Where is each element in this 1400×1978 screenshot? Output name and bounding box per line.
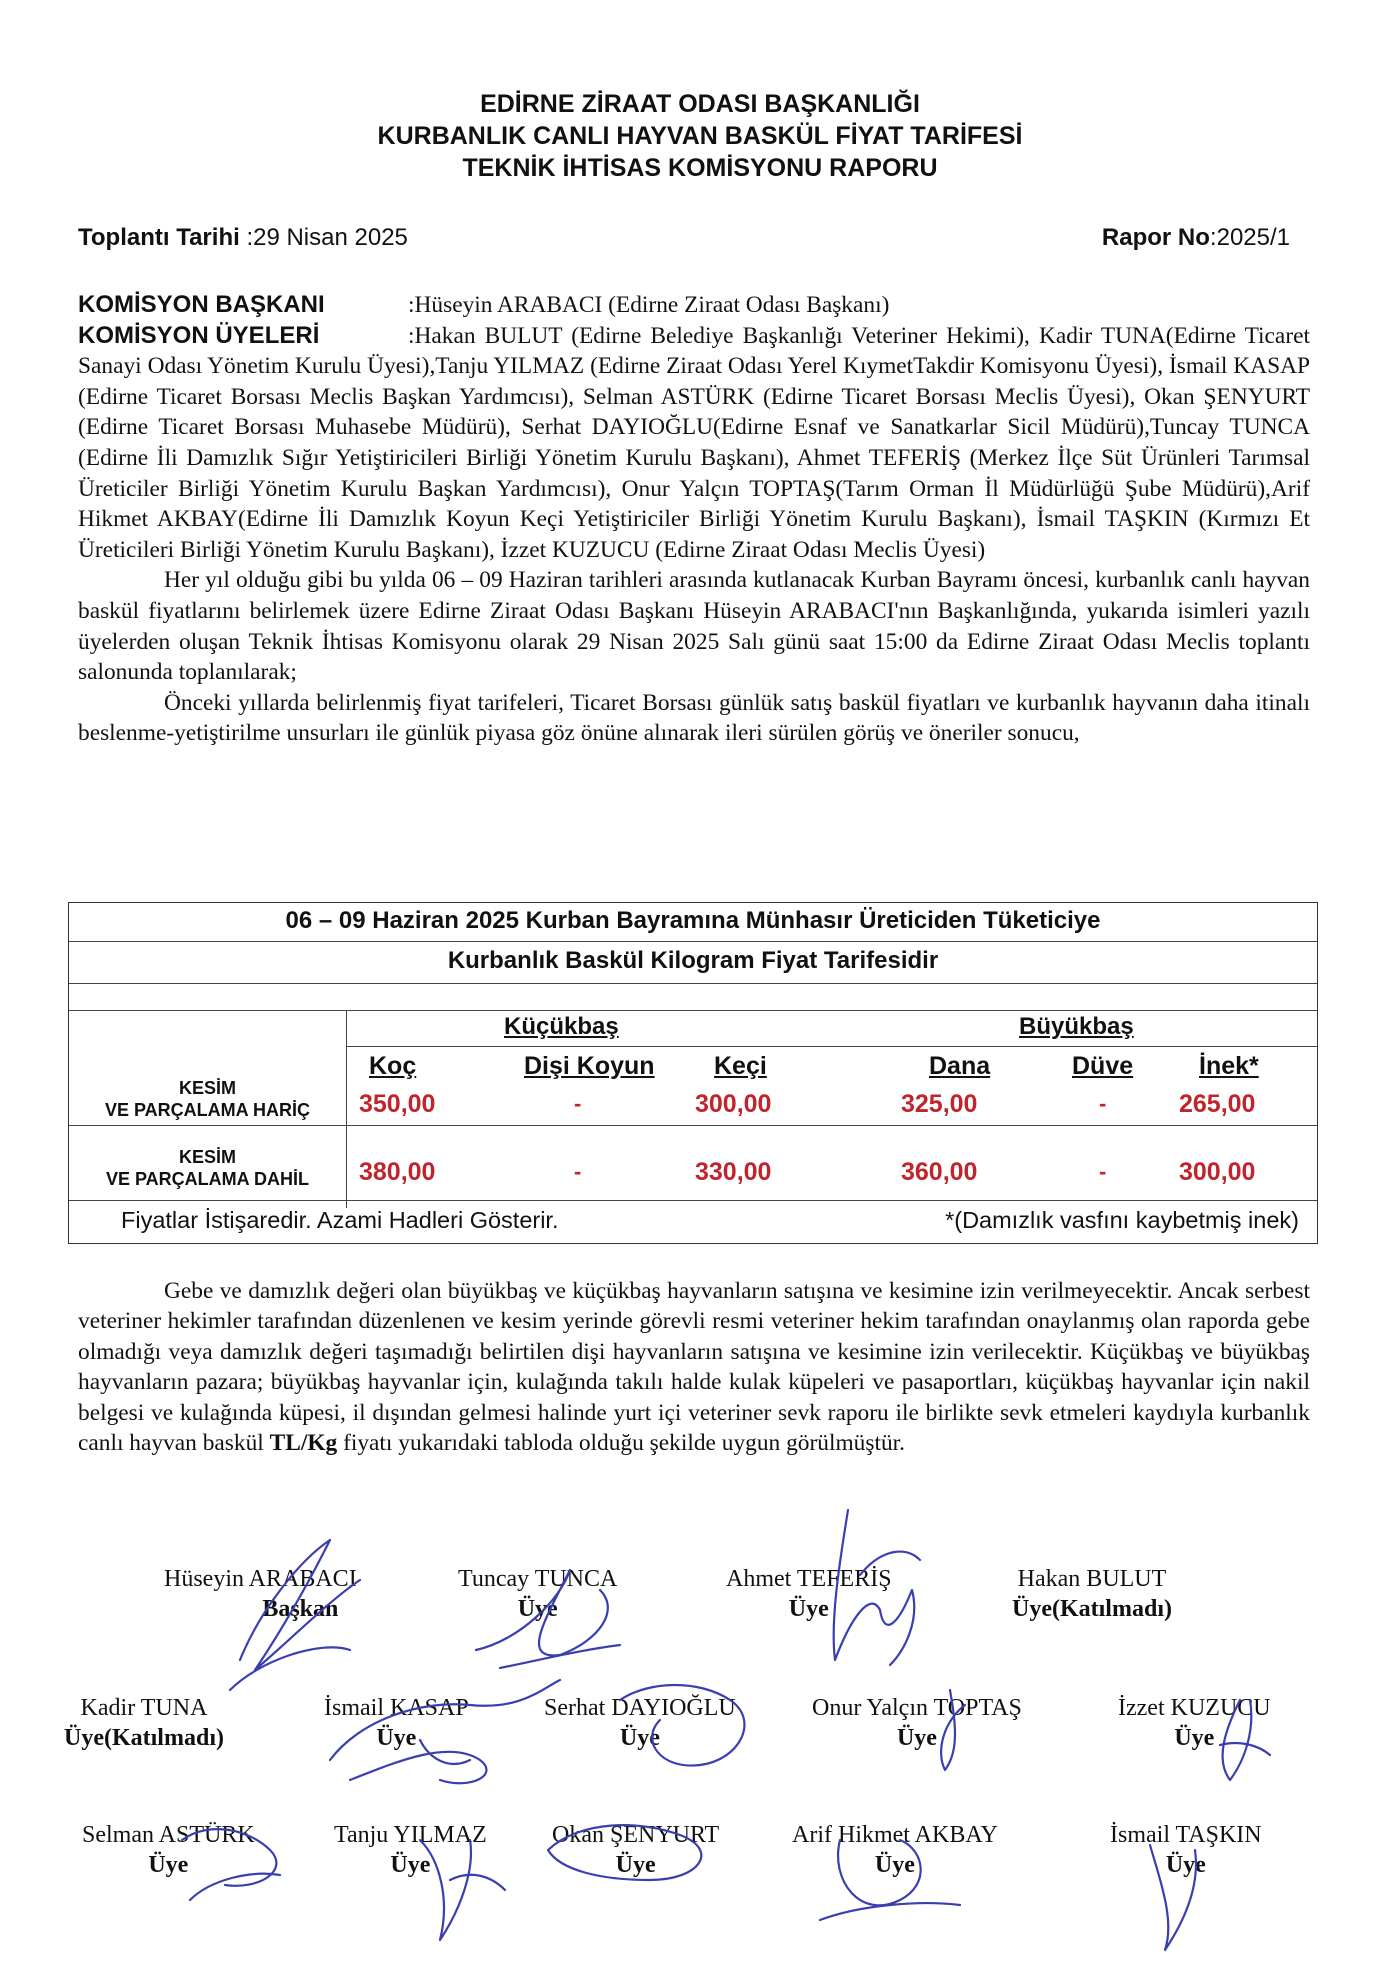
signature-block [726, 1566, 892, 1623]
signer-role: Üye(Katılmadı) [64, 1725, 224, 1751]
signer-role: Üye(Katılmadı) [1012, 1596, 1172, 1622]
committee-members [78, 321, 1310, 566]
column-koc: Koç [369, 1052, 417, 1080]
signer-name: İsmail TAŞKIN [1110, 1822, 1262, 1848]
row-label-line: KESİM [178, 1078, 236, 1098]
report-number-label: Rapor No [1101, 224, 1210, 251]
document-header [0, 88, 1400, 184]
signer-name: Selman ASTÜRK [82, 1822, 255, 1848]
signature-block [792, 1822, 998, 1879]
signer-name: Ahmet TEFERİŞ [726, 1566, 892, 1592]
signer-role: Üye [148, 1852, 189, 1878]
table-title-2: Kurbanlık Baskül Kilogram Fiyat Tarifesidir [447, 947, 939, 974]
table-divider [69, 983, 1317, 984]
column-disi-koyun: Dişi Koyun [524, 1052, 655, 1080]
table-divider [69, 1010, 1317, 1011]
signer-role: Üye [1165, 1852, 1206, 1878]
signer-role: Üye [615, 1852, 656, 1878]
signer-name: İzzet KUZUCU [1118, 1695, 1271, 1721]
signer-name: Kadir TUNA [80, 1695, 208, 1721]
row-label-line: KESİM [178, 1147, 236, 1167]
row-label-dahil [69, 1146, 346, 1190]
price-haric-inek: 265,00 [1179, 1090, 1256, 1118]
notice-unit: TL/Kg [269, 1430, 338, 1457]
signer-name: Serhat DAYIOĞLU [544, 1695, 736, 1721]
signature-block [1012, 1566, 1172, 1623]
body-paragraph-2: Önceki yıllarda belirlenmiş fiyat tarifeleri, Ticaret Borsası günlük satış baskül fiyatları ve kurbanlık hayvanın daha itinalı beslenme-yetiştirilme unsurları ile günlük piyasa göz önüne alınarak ileri sürülen görüş ve öneriler sonucu, [78, 689, 1310, 747]
signer-name: İsmail KASAP [324, 1695, 469, 1721]
table-title-1: 06 – 09 Haziran 2025 Kurban Bayramına Münhasır Üreticiden Tüketiciye [285, 907, 1101, 934]
price-dahil-disi-koyun: - [574, 1159, 582, 1184]
signer-role: Üye [517, 1596, 558, 1622]
table-divider [69, 1125, 1317, 1126]
signer-role: Üye [390, 1852, 431, 1878]
signature-block [334, 1822, 487, 1879]
notice-text-2: fiyatı yukarıdaki tabloda olduğu şekilde uygun görülmüştür. [337, 1430, 906, 1457]
notice-paragraph [78, 1276, 1310, 1458]
signer-name: Tanju YILMAZ [334, 1822, 487, 1848]
table-footnote-left: Fiyatlar İstişaredir. Azami Hadleri Gösterir. [121, 1207, 559, 1233]
meeting-date-label: Toplantı Tarihi [78, 224, 240, 251]
price-haric-keci: 300,00 [695, 1090, 772, 1118]
meeting-date [78, 224, 408, 252]
row-label-haric [69, 1077, 346, 1121]
signature-block [64, 1695, 224, 1752]
committee-chair [78, 290, 1310, 321]
signature-block [552, 1822, 719, 1879]
price-dahil-inek: 300,00 [1179, 1158, 1256, 1186]
header-line-1: EDİRNE ZİRAAT ODASI BAŞKANLIĞI [480, 90, 920, 118]
signer-name: Hüseyin ARABACI [164, 1566, 357, 1592]
signature-block [164, 1566, 357, 1623]
signer-role: Üye [1174, 1725, 1215, 1751]
column-dana: Dana [929, 1052, 991, 1080]
signature-block [544, 1695, 736, 1752]
meeting-date-value: :29 Nisan 2025 [246, 224, 408, 251]
signature-block [324, 1695, 469, 1752]
chair-value: :Hüseyin ARABACI (Edirne Ziraat Odası Başkanı) [408, 292, 890, 318]
group-buyukbas: Büyükbaş [1019, 1013, 1134, 1040]
price-dahil-koc: 380,00 [359, 1158, 436, 1186]
committee-section [78, 290, 1310, 749]
price-haric-koc: 350,00 [359, 1090, 436, 1118]
notice-text-1: Gebe ve damızlık değeri olan büyükbaş ve küçükbaş hayvanların satışına ve kesimine izin verilmeyecektir. Ancak serbest veteriner hekimler tarafından düzenlenen ve kesim yerinde görevli resmi veteriner hekim tarafından onaylanmış olan raporda gebe olmadığı veya damızlık değeri taşımadığı belirtilen dişi hayvanların satışına ve kesimine izin verilecektir. Küçükbaş ve büyükbaş hayvanların pazara; büyükbaş hayvanlar için, kulağında takılı halde kulak küpeleri ve pasaportları, küçükbaş hayvanlar için nakil belgesi ve kulağında küpesi, il dışından gelmesi halinde yurt içi veteriner sevk raporu ile birlikte sevk etmeleri kaydıyla kurbanlık canlı hayvan baskül [78, 1278, 1310, 1457]
price-dahil-keci: 330,00 [695, 1158, 772, 1186]
signer-name: Hakan BULUT [1017, 1566, 1167, 1592]
report-number [1102, 224, 1290, 252]
column-inek: İnek* [1199, 1052, 1259, 1080]
signature-block [812, 1695, 1022, 1752]
table-footnote-right: *(Damızlık vasfını kaybetmiş inek) [945, 1207, 1299, 1233]
members-label: KOMİSYON ÜYELERİ [78, 321, 320, 349]
signature-block [1118, 1695, 1271, 1752]
signer-role: Üye [788, 1596, 829, 1622]
signer-role: Üye [874, 1852, 915, 1878]
table-column-divider [346, 1010, 347, 1208]
signer-name: Okan ŞENYURT [552, 1822, 720, 1848]
column-duve: Düve [1072, 1052, 1134, 1080]
signer-role: Üye [619, 1725, 660, 1751]
price-dahil-dana: 360,00 [901, 1158, 978, 1186]
row-label-line: VE PARÇALAMA HARİÇ [105, 1100, 310, 1120]
table-divider [69, 941, 1317, 942]
signer-name: Arif Hikmet AKBAY [792, 1822, 998, 1848]
signature-block [82, 1822, 255, 1879]
row-label-line: VE PARÇALAMA DAHİL [106, 1169, 309, 1189]
signer-role: Başkan [262, 1596, 339, 1622]
signer-name: Tuncay TUNCA [458, 1566, 618, 1592]
report-number-value: :2025/1 [1209, 224, 1290, 251]
chair-label: KOMİSYON BAŞKANI [78, 291, 325, 318]
price-dahil-duve: - [1099, 1159, 1107, 1184]
price-haric-disi-koyun: - [574, 1091, 582, 1116]
header-line-2: KURBANLIK CANLI HAYVAN BASKÜL FİYAT TARİFESİ [377, 122, 1023, 150]
group-kucukbas: Küçükbaş [504, 1013, 619, 1040]
members-value: :Hakan BULUT (Edirne Belediye Başkanlığı Veteriner Hekimi), Kadir TUNA(Edirne Ticaret Sanayi Odası Yönetim Kurulu Üyesi),Tanju YILMAZ (Edirne Ziraat Odası Yerel KıymetTakdir Komisyonu Üyesi), İsmail KASAP (Edirne Ticaret Borsası Meclis Başkan Yardımcısı), Selman ASTÜRK (Edirne Ticaret Borsası Meclis Üyesi), Okan ŞENYURT (Edirne Ticaret Borsası Muhasebe Müdürü), Serhat DAYIOĞLU(Edirne Esnaf ve Sanatkarlar Sicil Müdürü),Tuncay TUNCA (Edirne İli Damızlık Sığır Yetiştiricileri Birliği Yönetim Kurulu Başkanı), Ahmet TEFERİŞ (Merkez İlçe Süt Ürünleri Tarımsal Üreticiler Birliği Yönetim Kurulu Başkan Yardımcısı), Onur Yalçın TOPTAŞ(Tarım Orman İl Müdürlüğü Şube Müdürü),Arif Hikmet AKBAY(Edirne İli Damızlık Koyun Keçi Yetiştiriciler Birliği Yönetim Kurulu Başkanı), İsmail TAŞKIN (Kırmızı Et Üreticileri Birliği Yönetim Kurulu Başkanı), İzzet KUZUCU (Edirne Ziraat Odası Meclis Üyesi) [78, 322, 1310, 563]
body-paragraph-1: Her yıl olduğu gibi bu yılda 06 – 09 Haziran tarihleri arasında kutlanacak Kurban Bayramı öncesi, kurbanlık canlı hayvan baskül fiyatlarını belirlemek üzere Edirne Ziraat Odası Başkanı Hüseyin ARABACI'nın Başkanlığında, yukarıda isimleri yazılı üyelerden oluşan Teknik İhtisas Komisyonu olarak 29 Nisan 2025 Salı günü saat 15:00 da Edirne Ziraat Odası Meclis toplantı salonunda toplanılarak; [78, 567, 1310, 686]
signer-name: Onur Yalçın TOPTAŞ [812, 1695, 1022, 1721]
column-keci: Keçi [714, 1052, 767, 1080]
header-line-3: TEKNİK İHTİSAS KOMİSYONU RAPORU [462, 154, 938, 182]
price-haric-dana: 325,00 [901, 1090, 978, 1118]
price-haric-duve: - [1099, 1091, 1107, 1116]
signature-block [1110, 1822, 1262, 1879]
signer-role: Üye [376, 1725, 417, 1751]
table-divider [69, 1200, 1317, 1201]
price-table [68, 902, 1318, 1244]
signer-role: Üye [896, 1725, 937, 1751]
signature-block [458, 1566, 617, 1623]
table-divider [346, 1046, 1317, 1047]
